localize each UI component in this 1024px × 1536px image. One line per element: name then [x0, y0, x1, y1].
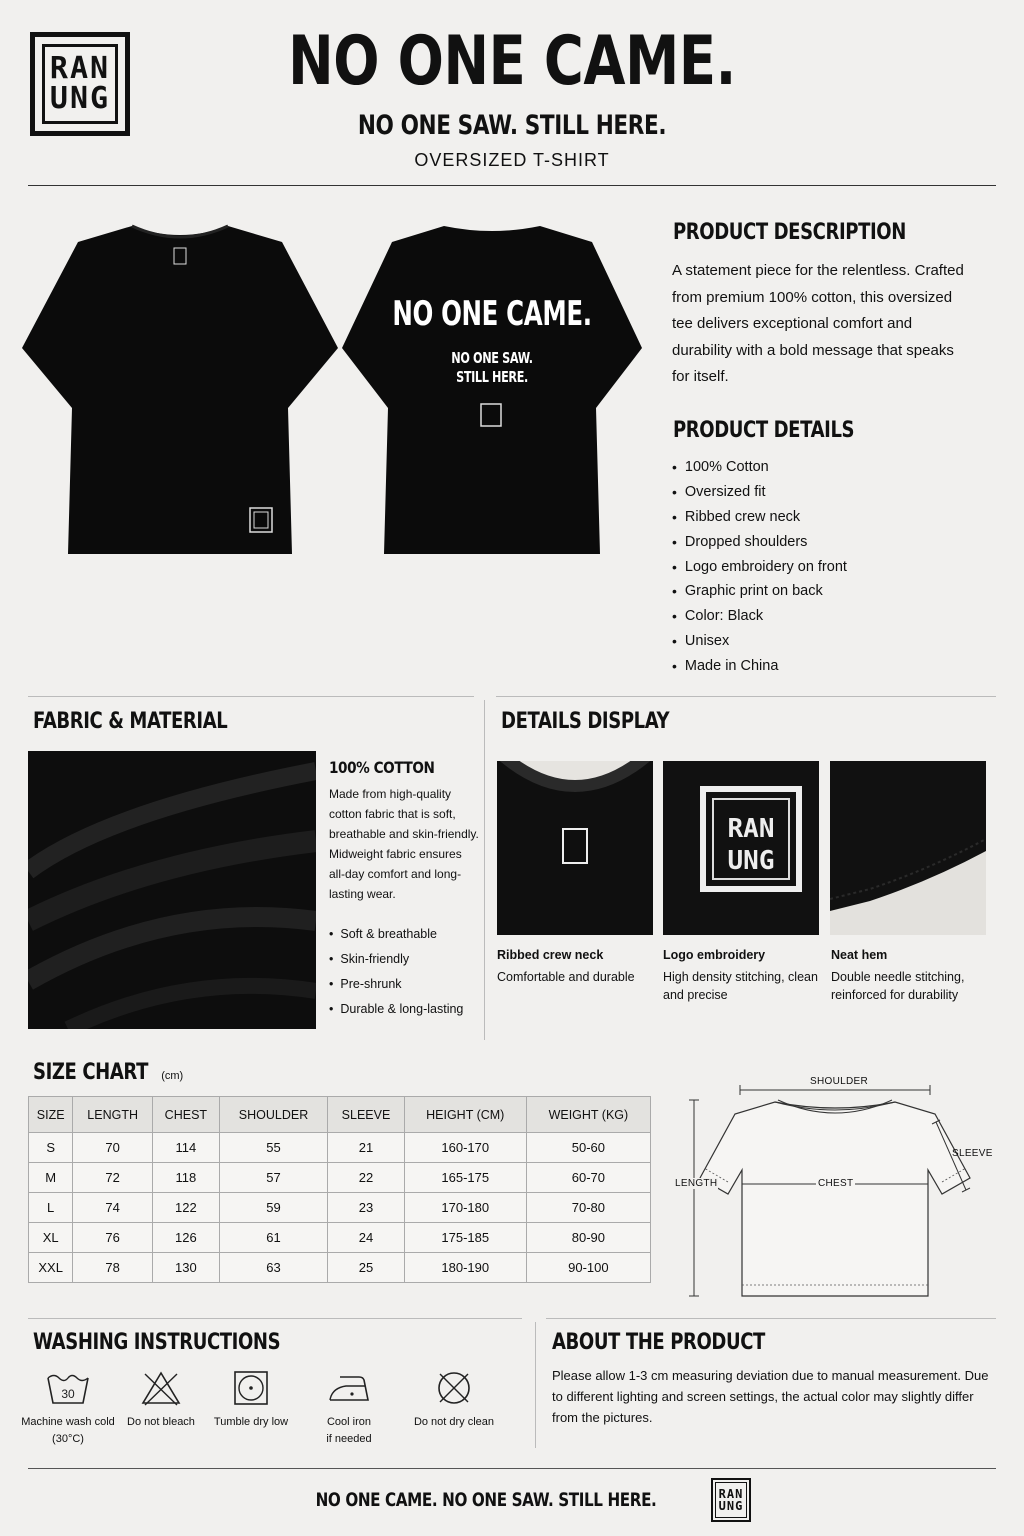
fabric-text: Made from high-quality cotton fabric that is soft, breathable and skin-friendly. Midweight fabric ensures all-day comfort and long-lasting wear.	[329, 787, 479, 901]
back-print-line-2: NO ONE SAW.	[451, 349, 533, 367]
wash-label-sub: (30°C)	[52, 1433, 84, 1445]
list-item: • Made in China	[672, 653, 847, 678]
tshirt-front-image	[20, 222, 340, 558]
page-title: NO ONE CAME.	[288, 22, 736, 101]
wash-temp: 30	[61, 1387, 75, 1401]
table-cell: 50-60	[526, 1133, 650, 1163]
back-print-line-1: NO ONE CAME.	[392, 294, 592, 334]
no-dry-clean-icon	[435, 1370, 473, 1406]
size-chart-title	[33, 1060, 183, 1085]
size-chart-unit: (cm)	[161, 1070, 184, 1082]
table-cell: 63	[219, 1253, 328, 1283]
list-item: • Logo embroidery on front	[672, 554, 847, 579]
details-display-heading: DETAILS DISPLAY	[501, 709, 670, 734]
logo-embroidery-image	[663, 761, 819, 935]
divider	[496, 696, 996, 697]
sleeve-label: SLEEVE	[952, 1148, 993, 1159]
detail-title: Ribbed crew neck	[497, 948, 604, 962]
details-heading: PRODUCT DETAILS	[673, 418, 855, 443]
logo-line-1: RAN	[49, 51, 111, 86]
detail-title: Neat hem	[831, 948, 888, 962]
measurement-diagram	[675, 1070, 1000, 1300]
vertical-divider	[535, 1322, 536, 1448]
list-item: • Oversized fit	[672, 480, 847, 505]
footer-text: NO ONE CAME. NO ONE SAW. STILL HERE.	[315, 1489, 657, 1511]
table-cell: 126	[152, 1223, 219, 1253]
detail-text: Comfortable and durable	[497, 970, 635, 984]
table-cell: 25	[328, 1253, 404, 1283]
table-cell: XXL	[29, 1253, 73, 1283]
detail-title: Logo embroidery	[663, 948, 766, 962]
column-header: SHOULDER	[219, 1097, 328, 1133]
list-item: • 100% Cotton	[672, 455, 847, 480]
description-heading: PRODUCT DESCRIPTION	[673, 220, 906, 245]
table-row	[29, 1223, 651, 1253]
about-heading: ABOUT THE PRODUCT	[552, 1330, 765, 1355]
fabric-list	[329, 922, 463, 1021]
logo-line-2: UNG	[49, 81, 111, 116]
table-cell: 70	[73, 1133, 153, 1163]
table-cell: L	[29, 1193, 73, 1223]
cool-iron-icon	[326, 1370, 372, 1406]
shoulder-label: SHOULDER	[810, 1076, 868, 1087]
column-header: WEIGHT (KG)	[526, 1097, 650, 1133]
table-cell: 114	[152, 1133, 219, 1163]
wash-label: Tumble dry low	[213, 1416, 289, 1428]
table-cell: 130	[152, 1253, 219, 1283]
table-cell: 61	[219, 1223, 328, 1253]
table-cell: 122	[152, 1193, 219, 1223]
back-print-line-3: STILL HERE.	[456, 368, 528, 386]
table-row	[29, 1253, 651, 1283]
detail-text: Double needle stitching, reinforced for durability	[831, 970, 965, 1002]
column-header: LENGTH	[73, 1097, 153, 1133]
logo-line-2: UNG	[718, 1499, 744, 1513]
footer	[0, 1478, 1024, 1522]
table-cell: S	[29, 1133, 73, 1163]
machine-wash-30-icon	[46, 1370, 90, 1406]
table-cell: 118	[152, 1163, 219, 1193]
table-row	[29, 1193, 651, 1223]
table-cell: 24	[328, 1223, 404, 1253]
about-text: Please allow 1-3 cm measuring deviation due to manual measurement. Due to different lighting and screen settings, the actual color may slightly differ from the pictures.	[552, 1368, 989, 1425]
table-cell: M	[29, 1163, 73, 1193]
wash-item	[406, 1370, 502, 1431]
wash-item	[208, 1370, 294, 1431]
vertical-divider	[484, 700, 485, 1040]
wash-label: Cool iron	[326, 1416, 372, 1428]
wash-label-sub: if needed	[326, 1433, 372, 1445]
details-list	[672, 455, 847, 678]
column-header: SIZE	[29, 1097, 73, 1133]
wash-item	[306, 1370, 392, 1448]
tumble-dry-low-icon	[233, 1370, 269, 1406]
column-header: SLEEVE	[328, 1097, 404, 1133]
table-cell: 74	[73, 1193, 153, 1223]
washing-heading: WASHING INSTRUCTIONS	[33, 1330, 281, 1355]
table-cell: XL	[29, 1223, 73, 1253]
table-cell: 57	[219, 1163, 328, 1193]
product-type: OVERSIZED T-SHIRT	[414, 150, 610, 170]
size-chart-table	[28, 1096, 651, 1283]
divider	[28, 1318, 522, 1319]
description-text: A statement piece for the relentless. Crafted from premium 100% cotton, this oversized tee delivers exceptional comfort and durability with a bold message that speaks for itself.	[672, 262, 964, 385]
list-item: • Dropped shoulders	[672, 529, 847, 554]
size-chart-heading: SIZE CHART	[33, 1060, 148, 1085]
page-subtitle: NO ONE SAW. STILL HERE.	[357, 110, 667, 141]
tshirt-back-image	[340, 222, 644, 558]
neat-hem-image	[830, 761, 986, 935]
wash-item	[118, 1370, 204, 1431]
length-label: LENGTH	[675, 1178, 718, 1189]
table-cell: 165-175	[404, 1163, 526, 1193]
table-cell: 72	[73, 1163, 153, 1193]
table-cell: 55	[219, 1133, 328, 1163]
table-cell: 59	[219, 1193, 328, 1223]
svg-text:UNG: UNG	[727, 846, 775, 876]
list-item: • Color: Black	[672, 604, 847, 629]
footer-divider	[28, 1468, 996, 1469]
table-cell: 180-190	[404, 1253, 526, 1283]
crew-neck-image	[497, 761, 653, 935]
detail-text: High density stitching, clean and precise	[663, 970, 818, 1002]
list-item: • Graphic print on back	[672, 579, 847, 604]
list-item: • Soft & breathable	[329, 922, 463, 947]
table-cell: 90-100	[526, 1253, 650, 1283]
table-row	[29, 1133, 651, 1163]
table-cell: 70-80	[526, 1193, 650, 1223]
wash-label: Do not bleach	[127, 1416, 195, 1428]
column-header: CHEST	[152, 1097, 219, 1133]
footer-logo	[711, 1478, 751, 1522]
list-item: • Pre-shrunk	[329, 972, 463, 997]
table-cell: 160-170	[404, 1133, 526, 1163]
table-cell: 23	[328, 1193, 404, 1223]
svg-text:RAN: RAN	[727, 814, 775, 844]
list-item: • Unisex	[672, 629, 847, 654]
table-cell: 60-70	[526, 1163, 650, 1193]
table-cell: 78	[73, 1253, 153, 1283]
table-cell: 170-180	[404, 1193, 526, 1223]
table-cell: 22	[328, 1163, 404, 1193]
wash-label: Do not dry clean	[413, 1416, 495, 1428]
wash-label: Machine wash cold	[21, 1416, 115, 1428]
table-cell: 175-185	[404, 1223, 526, 1253]
list-item: • Durable & long-lasting	[329, 996, 463, 1021]
no-bleach-icon	[141, 1370, 181, 1406]
fabric-closeup-image	[28, 751, 316, 1029]
table-cell: 76	[73, 1223, 153, 1253]
column-header: HEIGHT (CM)	[404, 1097, 526, 1133]
chest-label: CHEST	[818, 1178, 854, 1189]
table-cell: 80-90	[526, 1223, 650, 1253]
list-item: • Skin-friendly	[329, 947, 463, 972]
fabric-heading: FABRIC & MATERIAL	[33, 709, 228, 734]
header-divider	[28, 185, 996, 186]
divider	[546, 1318, 996, 1319]
list-item: • Ribbed crew neck	[672, 505, 847, 530]
table-row	[29, 1163, 651, 1193]
fabric-title: 100% COTTON	[329, 758, 435, 777]
wash-item	[18, 1370, 118, 1448]
divider	[28, 696, 474, 697]
table-cell: 21	[328, 1133, 404, 1163]
logo-line-1: RAN	[718, 1487, 744, 1501]
